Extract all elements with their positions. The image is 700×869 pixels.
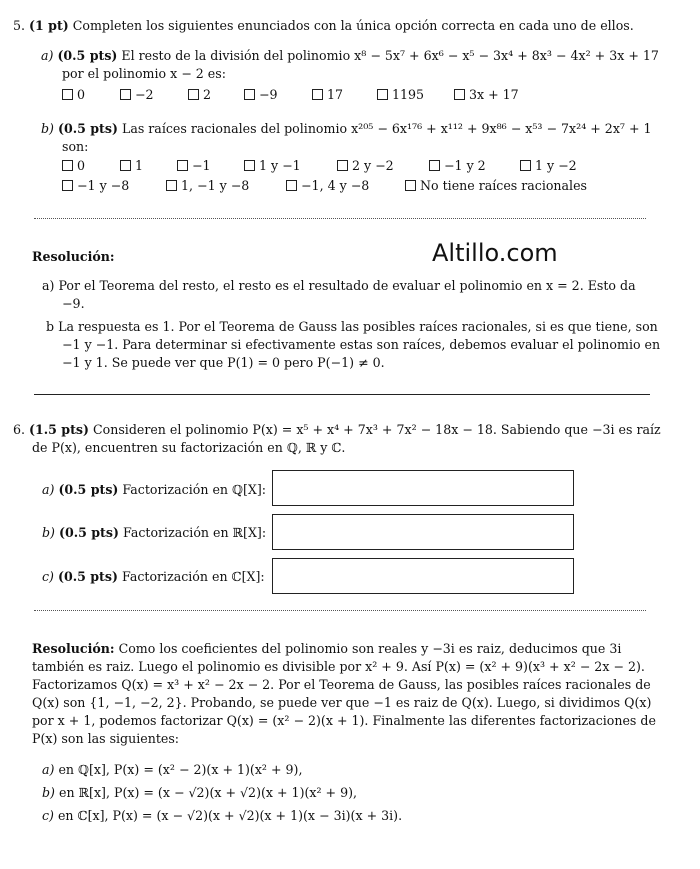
q5b-option-4[interactable] [244, 157, 301, 174]
answer-text: en ℂ[x], P(x) = (x − √2)(x + √2)(x + 1)(x − 3i)(x + 3i). [57, 808, 403, 823]
checkbox-icon[interactable] [244, 160, 255, 171]
answer-label: b) [42, 785, 55, 800]
res-a-label: a) [42, 278, 55, 293]
q6b-prompt [42, 524, 266, 541]
q6-line2: de P(x), encuentren su factorización en ℚ, ℝ y ℂ. [32, 440, 346, 455]
option-label: 1 [135, 158, 144, 173]
q5-res-b-line3: −1 y 1. Se puede ver que P(1) = 0 pero P(−1) ≠ 0. [62, 355, 385, 370]
q5a-option-3[interactable] [188, 86, 211, 103]
q5-points: (1 pt) [29, 18, 69, 33]
q5-res-a-line2: −9. [62, 296, 85, 311]
checkbox-icon[interactable] [120, 89, 131, 100]
dotted-separator [34, 610, 646, 611]
checkbox-icon[interactable] [405, 180, 416, 191]
q5b-option-1[interactable] [62, 157, 85, 174]
q5a-label: a) [41, 48, 54, 63]
q6-res-line4: Q(x) son {1, −1, −2, 2}. Probando, se puede ver que −1 es raiz de Q(x). Luego, si dividimos Q(x) [32, 695, 652, 710]
checkbox-icon[interactable] [62, 160, 73, 171]
checkbox-icon[interactable] [120, 160, 131, 171]
q6-points: (1.5 pts) [29, 422, 89, 437]
checkbox-icon[interactable] [377, 89, 388, 100]
part-points: (0.5 pts) [58, 482, 119, 497]
option-label: 0 [77, 87, 86, 102]
q5b-points: (0.5 pts) [58, 121, 118, 136]
part-label: b) [42, 525, 55, 540]
q5-heading [13, 17, 634, 34]
answer-text: en ℝ[x], P(x) = (x − √2)(x + √2)(x + 1)(x² + 9), [59, 785, 358, 800]
part-label: a) [42, 482, 55, 497]
q6-res-text: Como los coeficientes del polinomio son reales y −3i es raiz, deducimos que 3i [118, 641, 622, 656]
part-text: Factorización en ℝ[X]: [122, 525, 267, 540]
q5a-line1 [41, 47, 659, 64]
q5b-option-5[interactable] [337, 157, 394, 174]
q5a-points: (0.5 pts) [57, 48, 118, 63]
q6-number: 6. [13, 422, 26, 437]
option-label: 1 y −1 [259, 158, 301, 173]
q5-res-b-line2: −1 y −1. Para determinar si efectivamente estas son raíces, debemos evaluar el polinomio en [62, 337, 661, 352]
part-points: (0.5 pts) [57, 569, 118, 584]
q6-res-line5: por x + 1, podemos factorizar Q(x) = (x² − 2)(x + 1). Finalmente las diferentes factorizaciones de [32, 713, 656, 728]
q5b-option-3[interactable] [177, 157, 211, 174]
checkbox-icon[interactable] [62, 180, 73, 191]
option-label: −2 [135, 87, 154, 102]
checkbox-icon[interactable] [454, 89, 465, 100]
section-divider [34, 394, 650, 395]
q5a-option-1[interactable] [62, 86, 85, 103]
answer-box-r[interactable] [272, 514, 574, 550]
checkbox-icon[interactable] [312, 89, 323, 100]
dotted-separator [34, 218, 646, 219]
q5a-option-5[interactable] [312, 86, 343, 103]
q5b-option-8[interactable] [62, 177, 129, 194]
option-label: 3x + 17 [469, 87, 519, 102]
checkbox-icon[interactable] [177, 160, 188, 171]
checkbox-icon[interactable] [188, 89, 199, 100]
res-b-text: La respuesta es 1. Por el Teorema de Gauss las posibles raíces racionales, si es que tiene, son [58, 319, 658, 334]
q6a-prompt [42, 481, 266, 498]
option-label: −9 [259, 87, 278, 102]
option-label: 1 y −2 [535, 158, 577, 173]
option-label: 1, −1 y −8 [181, 178, 250, 193]
q5b-option-2[interactable] [120, 157, 143, 174]
q5b-option-10[interactable] [286, 177, 369, 194]
option-label: 17 [327, 87, 344, 102]
q5b-option-6[interactable] [429, 157, 486, 174]
q5b-line1 [41, 120, 652, 137]
res-a-text: Por el Teorema del resto, el resto es el resultado de evaluar el polinomio en x = 2. Esto da [58, 278, 636, 293]
option-label: −1, 4 y −8 [301, 178, 370, 193]
option-label: 1195 [392, 87, 425, 102]
answer-text: en ℚ[x], P(x) = (x² − 2)(x + 1)(x² + 9), [58, 762, 303, 777]
part-label: c) [42, 569, 54, 584]
q6-line1 [13, 421, 661, 438]
q5b-label: b) [41, 121, 54, 136]
res-b-label: b [46, 319, 55, 334]
option-label: −1 y 2 [444, 158, 486, 173]
option-label: −1 [192, 158, 211, 173]
watermark: Altillo.com [432, 239, 558, 267]
q5a-line2: por el polinomio x − 2 es: [62, 66, 226, 81]
q5-number: 5. [13, 18, 26, 33]
q5-resolution-title: Resolución: [32, 249, 115, 264]
answer-label: c) [42, 808, 54, 823]
q5-res-b-line1 [46, 318, 658, 335]
q5b-line2: son: [62, 139, 89, 154]
checkbox-icon[interactable] [337, 160, 348, 171]
checkbox-icon[interactable] [429, 160, 440, 171]
option-label: −1 y −8 [77, 178, 130, 193]
checkbox-icon[interactable] [286, 180, 297, 191]
q5b-option-9[interactable] [166, 177, 249, 194]
q5a-option-7[interactable] [454, 86, 519, 103]
checkbox-icon[interactable] [62, 89, 73, 100]
part-text: Factorización en ℚ[X]: [122, 482, 267, 497]
q6-answer-b [42, 784, 357, 801]
q6-res-line2: también es raiz. Luego el polinomio es divisible por x² + 9. Así P(x) = (x² + 9)(x³ + x² − 2x − 2). [32, 659, 645, 674]
q5b-option-7[interactable] [520, 157, 577, 174]
q5a-option-6[interactable] [377, 86, 424, 103]
checkbox-icon[interactable] [166, 180, 177, 191]
option-label: No tiene raíces racionales [420, 178, 587, 193]
q5-intro: Completen los siguientes enunciados con la única opción correcta en cada uno de ellos. [72, 18, 634, 33]
checkbox-icon[interactable] [520, 160, 531, 171]
checkbox-icon[interactable] [244, 89, 255, 100]
option-label: 0 [77, 158, 86, 173]
q5-res-a-line1 [42, 277, 636, 294]
q5a-text: El resto de la división del polinomio x⁸ − 5x⁷ + 6x⁶ − x⁵ − 3x⁴ + 8x³ − 4x² + 3x + 17 [121, 48, 659, 63]
q6-answer-a [42, 761, 302, 778]
answer-box-q[interactable] [272, 470, 574, 506]
q6-text: Consideren el polinomio P(x) = x⁵ + x⁴ + 7x³ + 7x² − 18x − 18. Sabiendo que −3i es raíz [93, 422, 661, 437]
q6-answer-c [42, 807, 402, 824]
q5a-option-2[interactable] [120, 86, 154, 103]
q6-res-line6: P(x) son las siguientes: [32, 731, 180, 746]
q6-res-line1 [32, 640, 621, 657]
part-points: (0.5 pts) [59, 525, 119, 540]
part-text: Factorización en ℂ[X]: [121, 569, 265, 584]
q5a-option-4[interactable] [244, 86, 278, 103]
q6-resolution-title: Resolución: [32, 641, 115, 656]
answer-label: a) [42, 762, 55, 777]
option-label: 2 [203, 87, 212, 102]
option-label: 2 y −2 [352, 158, 394, 173]
q5b-text: Las raíces racionales del polinomio x²⁰⁵ − 6x¹⁷⁶ + x¹¹² + 9x⁸⁶ − x⁵³ − 7x²⁴ + 2x⁷ + 1 [121, 121, 652, 136]
answer-box-c[interactable] [272, 558, 574, 594]
q6-res-line3: Factorizamos Q(x) = x³ + x² − 2x − 2. Por el Teorema de Gauss, las posibles raíces racionales de [32, 677, 651, 692]
q5b-option-11[interactable] [405, 177, 587, 194]
q6c-prompt [42, 568, 265, 585]
